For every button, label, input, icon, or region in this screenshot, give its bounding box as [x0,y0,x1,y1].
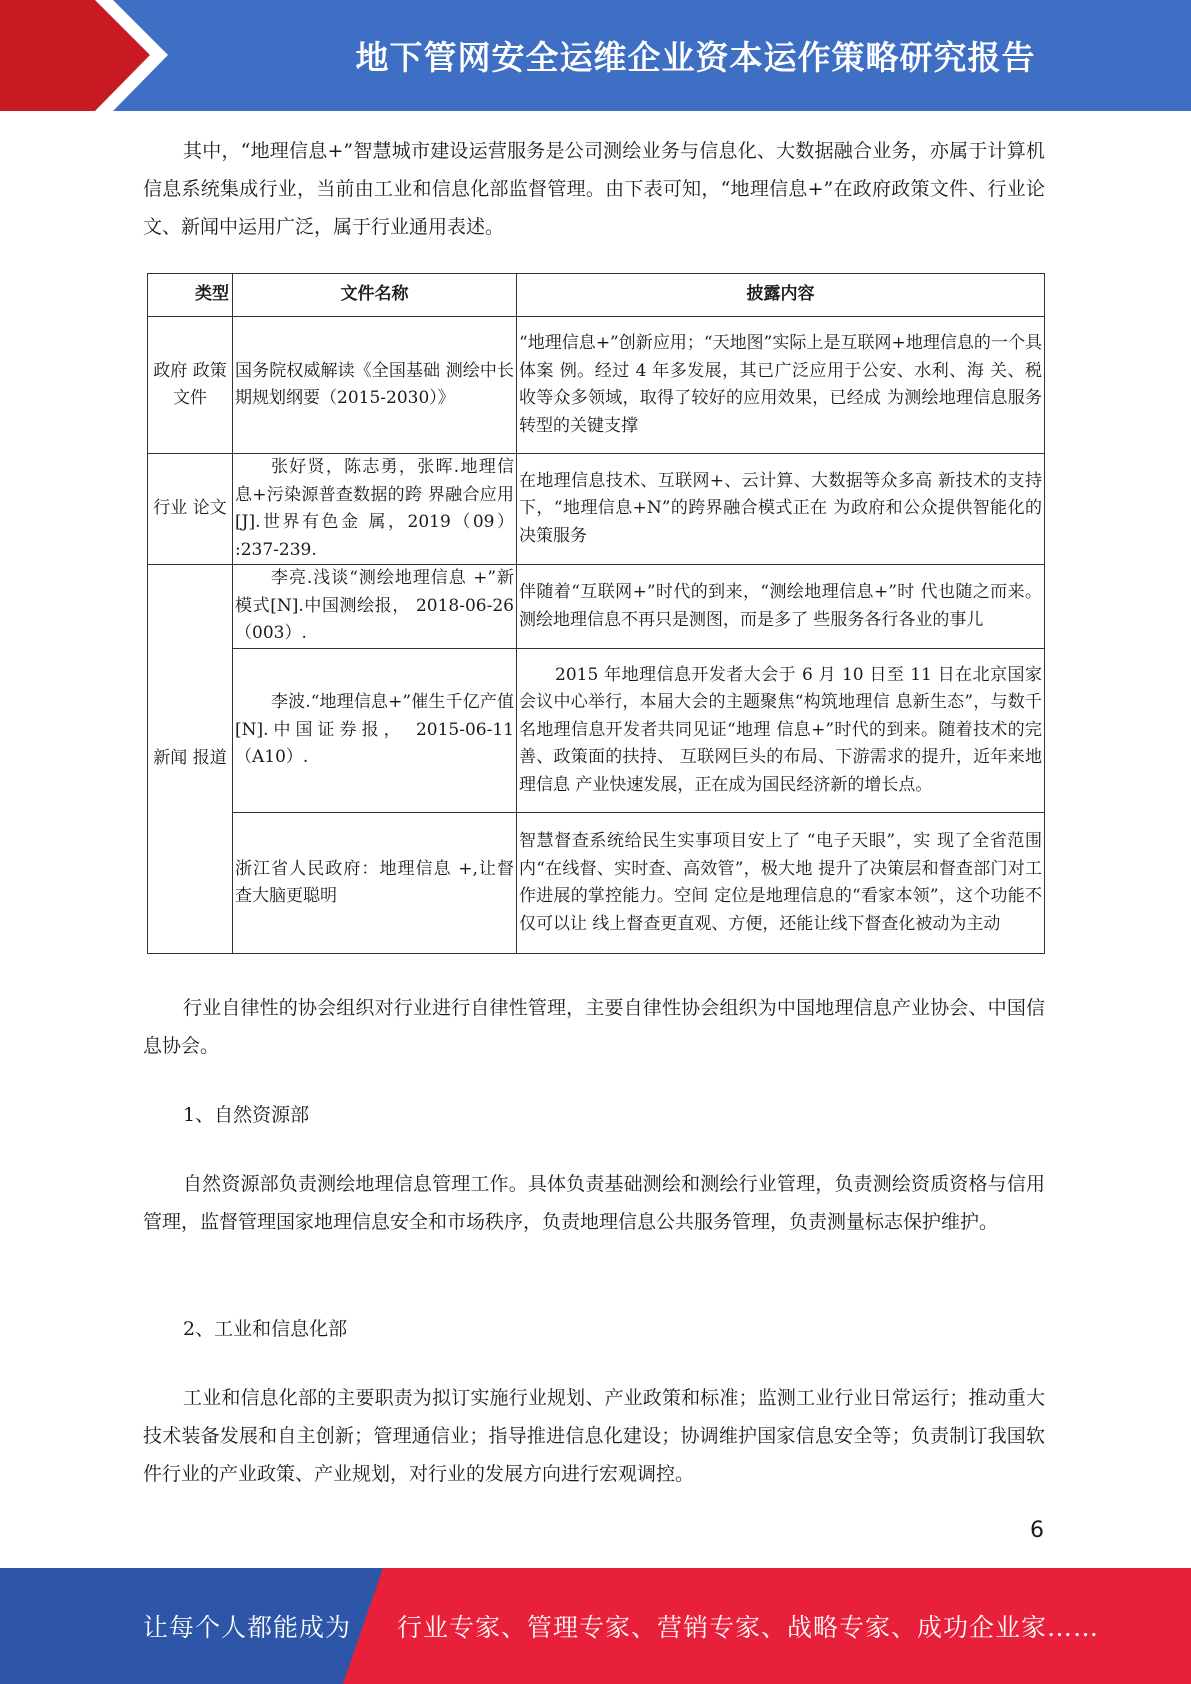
association-paragraph: 行业自律性的协会组织对行业进行自律性管理，主要自律性协会组织为中国地理信息产业协会、中国信息协会。 [143,997,1045,1057]
footer-slogan-left: 让每个人都能成为 [143,1613,352,1642]
cell-content: 在地理信息技术、互联网+、云计算、大数据等众多高 新技术的支持下，“地理信息+N”的跨界融合模式正在 为政府和公众提供智能化的决策服务 [517,454,1045,565]
cell-type: 新闻 报道 [148,565,233,954]
section-heading-miit: 2、工业和信息化部 [183,1318,348,1340]
table-row [148,813,1045,954]
cell-document: 李亮.浅谈“测绘地理信息 +”新模式[N].中国测绘报， 2018-06-26 （003）. [233,565,517,649]
footer-slogan-right: 行业专家、管理专家、营销专家、战略专家、成功企业家…… [397,1613,1100,1642]
cell-content: 2015 年地理信息开发者大会于 6 月 10 日至 11 日在北京国家会议中心举行，本届大会的主题聚焦“构筑地理信 息新生态”，与数千名地理信息开发者共同见证“地理 信息+”时代的到来。随着技术的完善、政策面的扶持、 互联网巨头的布局、下游需求的提升，近年来地理信息 产业快速发展，正在成为国民经济新的增长点。 [517,649,1045,813]
natural-resources-paragraph: 自然资源部负责测绘地理信息管理工作。具体负责基础测绘和测绘行业管理，负责测绘资质资格与信用管理，监督管理国家地理信息安全和市场秩序，负责地理信息公共服务管理，负责测量标志保护维护。 [143,1173,1045,1233]
report-title: 地下管网安全运维企业资本运作策略研究报告 [355,38,1036,77]
table-row [148,565,1045,649]
section-heading-natural-resources: 1、自然资源部 [183,1104,310,1126]
column-header-type: 类型 [148,274,233,317]
cell-type: 政府 政策 文件 [148,317,233,454]
cell-content: 智慧督查系统给民生实事项目安上了 “电子天眼”，实 现了全省范围内“在线督、实时查、高效管”，极大地 提升了决策层和督查部门对工作进展的掌控能力。空间 定位是地理信息的“看家本领”，这个功能不仅可以让 线上督查更直观、方便，还能让线下督查化被动为主动 [517,813,1045,954]
table-header-row [148,274,1045,317]
cell-type: 行业 论文 [148,454,233,565]
table-row [148,649,1045,813]
page-footer [0,1568,1191,1684]
cell-document: 张好贤，陈志勇，张晖.地理信息+污染源普查数据的跨 界融合应用[J].世界有色金 属，2019（09） :237-239. [233,454,517,565]
page-header [0,0,1191,111]
cell-content: 伴随着“互联网+”时代的到来，“测绘地理信息+”时 代也随之而来。测绘地理信息不再只是测图，而是多了 些服务各行各业的事儿 [517,565,1045,649]
column-header-document: 文件名称 [233,274,517,317]
table-row [148,454,1045,565]
cell-document: 国务院权威解读《全国基础 测绘中长期规划纲要（2015-2030）》 [233,317,517,454]
cell-document: 浙江省人民政府：地理信息 +,让督查大脑更聪明 [233,813,517,954]
cell-content: “地理信息+”创新应用；“天地图”实际上是互联网+地理信息的一个具体案 例。经过 4 年多发展，其已广泛应用于公安、水利、海 关、税收等众多领域，取得了较好的应用效果，已经成 为测绘地理信息服务转型的关键支撑 [517,317,1045,454]
table-row [148,317,1045,454]
miit-paragraph: 工业和信息化部的主要职责为拟订实施行业规划、产业政策和标准；监测工业行业日常运行；推动重大技术装备发展和自主创新；管理通信业；指导推进信息化建设；协调维护国家信息安全等；负责制订我国软件行业的产业政策、产业规划，对行业的发展方向进行宏观调控。 [143,1387,1045,1485]
intro-paragraph: 其中，“地理信息+”智慧城市建设运营服务是公司测绘业务与信息化、大数据融合业务，亦属于计算机信息系统集成行业，当前由工业和信息化部监督管理。由下表可知，“地理信息+”在政府政策文件、行业论文、新闻中运用广泛，属于行业通用表述。 [143,140,1045,238]
cell-document: 李波.“地理信息+”催生千亿产值[N].中国证券报， 2015-06-11（A10）. [233,649,517,813]
disclosure-table [147,273,1045,954]
column-header-content: 披露内容 [517,274,1045,317]
page-number: 6 [1030,1518,1044,1543]
